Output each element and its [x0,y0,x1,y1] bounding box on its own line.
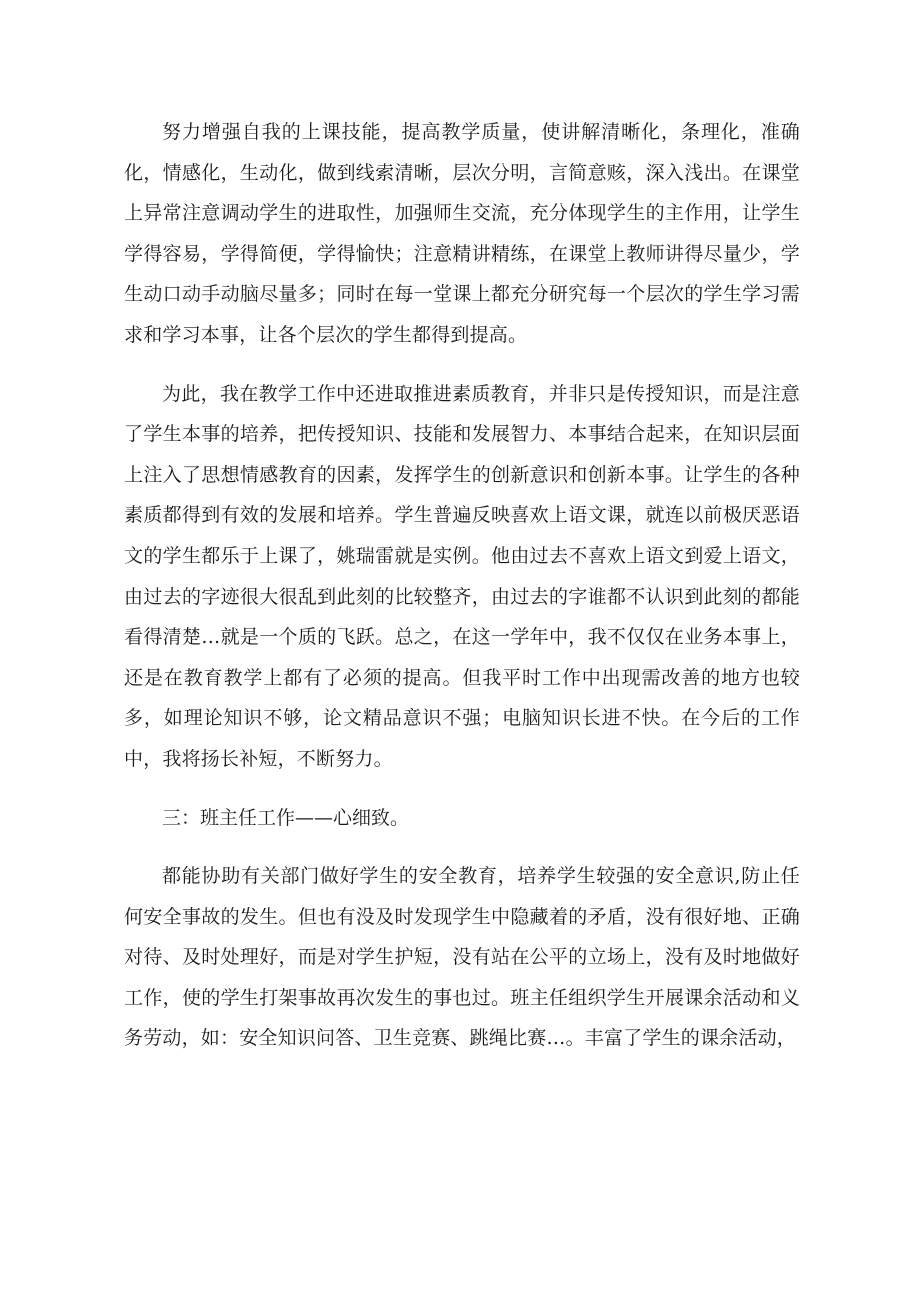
paragraph-teaching-skills: 努力增强自我的上课技能，提高教学质量，使讲解清晰化，条理化，准确化，情感化，生动化，做到线索清晰，层次分明，言简意赅，深入浅出。在课堂上异常注意调动学生的进取性，加强师生交流，充分体现学生的主作用，让学生学得容易，学得简便，学得愉快；注意精讲精练，在课堂上教师讲得尽量少，学生动口动手动脑尽量多；同时在每一堂课上都充分研究每一个层次的学生学习需求和学习本事，让各个层次的学生都得到提高。 [124,121,800,346]
section-heading-class-teacher: 三：班主任工作——心细致。 [162,806,410,829]
paragraph-safety-education: 都能协助有关部门做好学生的安全教育，培养学生较强的安全意识,防止任何安全事故的发生。但也有没及时发现学生中隐藏着的矛盾，没有很好地、正确对待、及时处理好，而是对学生护短，没有站在公平的立场上，没有及时地做好工作，使的学生打架事故再次发生的事也过。班主任组织学生开展课余活动和义务劳动，如：安全知识问答、卫生竞赛、跳绳比赛…。丰富了学生的课余活动， [124,865,800,1050]
document-body [124,112,800,1077]
paragraph-quality-education: 为此，我在教学工作中还进取推进素质教育，并非只是传授知识，而是注意了学生本事的培养，把传授知识、技能和发展智力、本事结合起来，在知识层面上注入了思想情感教育的因素，发挥学生的创新意识和创新本事。让学生的各种素质都得到有效的发展和培养。学生普遍反映喜欢上语文课，就连以前极厌恶语文的学生都乐于上课了，姚瑞雷就是实例。他由过去不喜欢上语文到爱上语文，由过去的字迹很大很乱到此刻的比较整齐，由过去的字谁都不认识到此刻的都能看得清楚…就是一个质的飞跃。总之，在这一学年中，我不仅仅在业务本事上，还是在教育教学上都有了必须的提高。但我平时工作中出现需改善的地方也较多，如理论知识不够，论文精品意识不强；电脑知识长进不快。在今后的工作中，我将扬长补短，不断努力。 [124,382,800,770]
